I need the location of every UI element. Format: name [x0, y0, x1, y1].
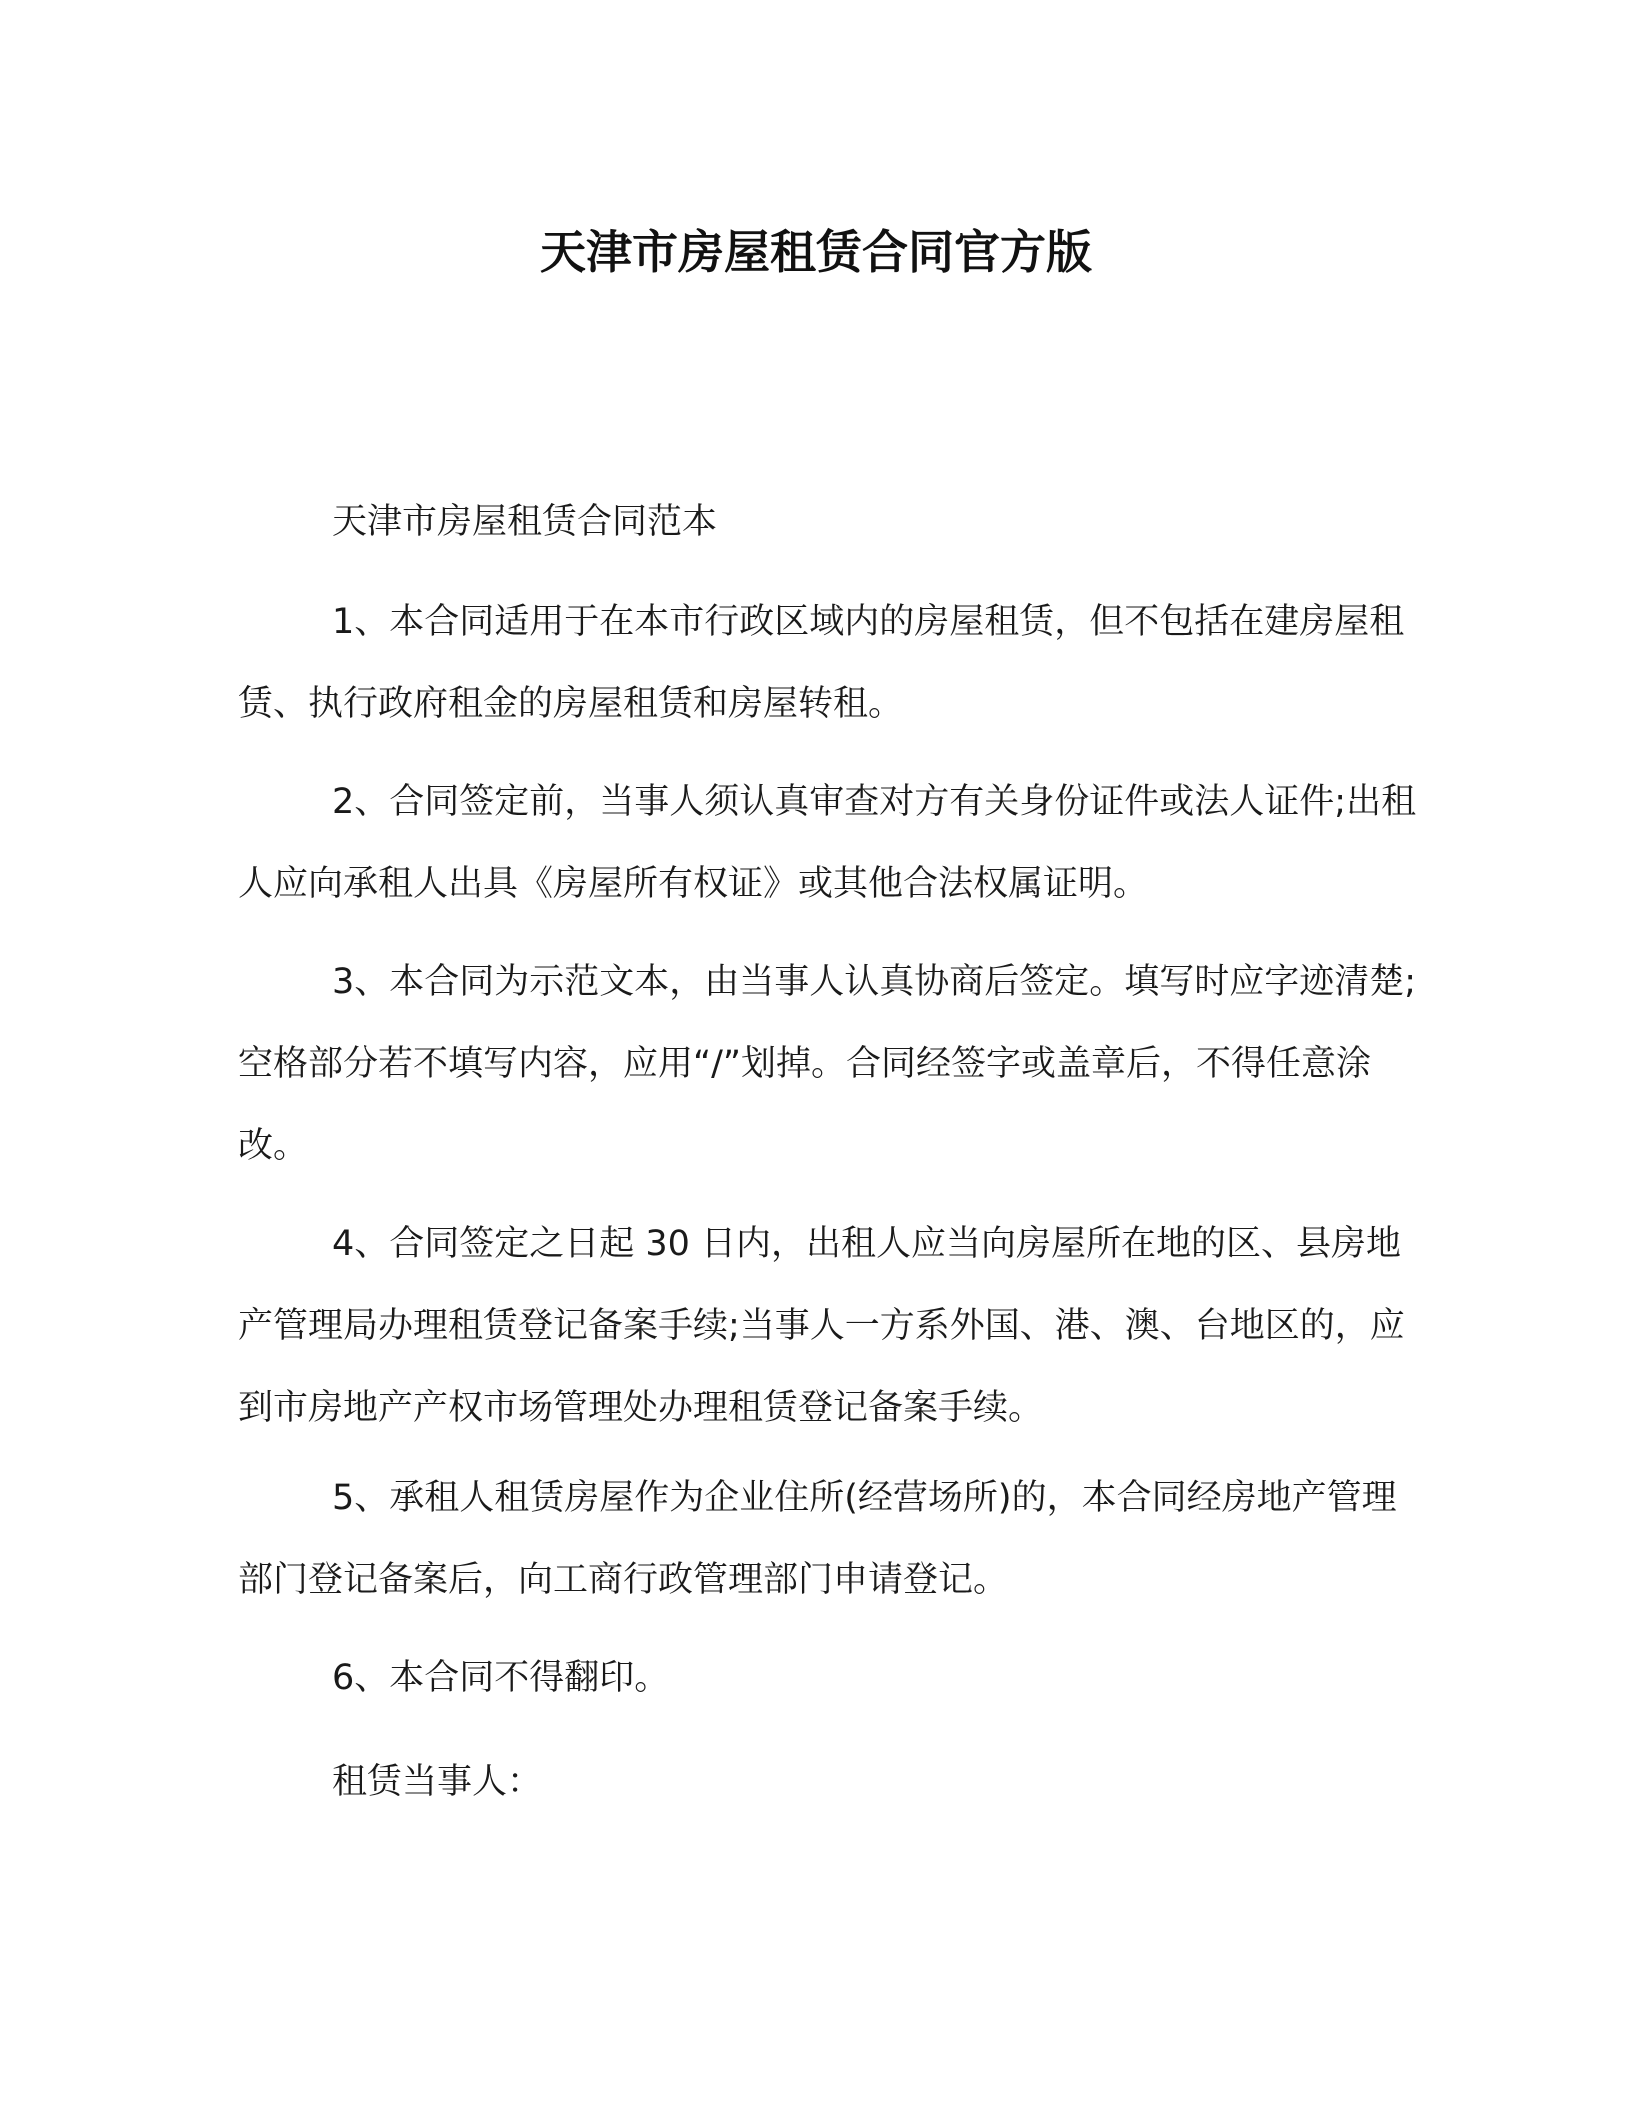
contract-subtitle: 天津市房屋租赁合同范本 [332, 502, 718, 542]
paragraph-3: 3、本合同为示范文本，由当事人认真协商后签定。填写时应字迹清楚;空格部分若不填写内容，应用“/”划掉。合同经签字或盖章后，不得任意涂改。 [238, 962, 1417, 1166]
paragraph-6: 6、本合同不得翻印。 [332, 1658, 670, 1698]
paragraph-4: 4、合同签定之日起 30 日内，出租人应当向房屋所在地的区、县房地产管理局办理租赁登记备案手续;当事人一方系外国、港、澳、台地区的，应到市房地产产权市场管理处办理租赁登记备案手续。 [238, 1224, 1405, 1428]
document-title: 天津市房屋租赁合同官方版 [540, 225, 1092, 279]
paragraph-1: 1、本合同适用于在本市行政区域内的房屋租赁，但不包括在建房屋租赁、执行政府租金的房屋租赁和房屋转租。 [238, 602, 1405, 724]
parties-heading: 租赁当事人： [332, 1762, 543, 1802]
paragraph-2: 2、合同签定前，当事人须认真审查对方有关身份证件或法人证件;出租人应向承租人出具《房屋所有权证》或其他合法权属证明。 [238, 782, 1417, 904]
paragraph-5: 5、承租人租赁房屋作为企业住所(经营场所)的，本合同经房地产管理部门登记备案后，向工商行政管理部门申请登记。 [238, 1478, 1397, 1600]
